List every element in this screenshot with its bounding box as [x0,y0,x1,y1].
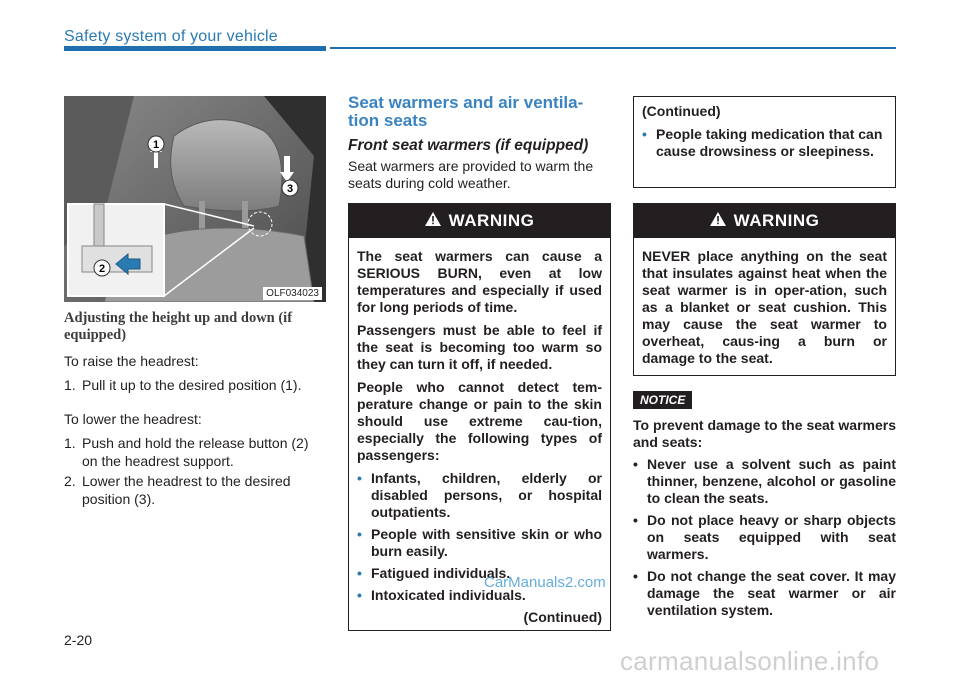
marker-1: 1 [152,139,160,151]
headrest-illustration [64,96,326,302]
warning-box [633,203,896,376]
lower-intro: To lower the headrest: [64,411,202,427]
bullet-dot-icon: • [642,126,647,142]
warning-header [634,204,895,238]
header-rule [330,47,896,49]
warning-paragraph: People who cannot detect tem-perature change or pain to the skin should use extreme cau-tion, especially the following types of passengers: [357,379,602,463]
watermark: CarManuals2.com [484,574,606,591]
warning-body [634,238,895,367]
header-title: Safety system of your vehicle [64,28,278,45]
watermark: carmanualsonline.info [620,646,880,676]
bullet-dot-icon: • [633,512,638,528]
warning-paragraph: The seat warmers can cause a SERIOUS BURN, even at low temperatures and especially if used for long periods of time. [357,248,602,315]
warning-paragraph: NEVER place anything on the seat that insulates against heat when the seat warmer is in oper-ation, such as a blanket or seat cushion. This may cause the seat warmer to overheat, caus-ing a burn or damage to the seat. [642,248,887,366]
bullet-text: Do not change the seat cover. It may damage the seat warmer or air ventilation system. [647,568,896,618]
list-item [642,126,887,160]
section-title: Seat warmers and air ventila-tion seats [348,93,584,130]
continued-label: (Continued) [642,103,721,119]
intro-text: Seat warmers are provided to warm the seats during cold weather. [348,158,594,191]
step-text: Push and hold the release button (2) on the headrest support. [82,435,309,469]
step-text: Pull it up to the desired position (1). [82,377,302,393]
bullet-dot-icon: • [357,587,362,603]
page-number: 2-20 [64,632,93,648]
list-item [64,434,326,470]
bullet-text: Never use a solvent such as paint thinner, benzene, alcohol or gasoline to clean the seats. [647,456,896,506]
warning-paragraph: Passengers must be able to feel if the seat is becoming too warm so they can turn it off, if needed. [357,322,602,372]
step-number: 2. [64,473,76,489]
continued-box [633,96,896,188]
marker-3: 3 [286,183,294,195]
notice-badge: NOTICE [633,391,692,409]
step-text: Lower the headrest to the desired position (3). [82,473,291,507]
notice-intro: To prevent damage to the seat warmers and seats: [633,417,896,450]
bullet-dot-icon: • [633,456,638,472]
bullet-dot-icon: • [633,568,638,584]
list-item [633,456,896,507]
warning-header [349,204,610,238]
photo-code: OLF034023 [263,287,322,300]
list-item [357,526,602,560]
notice-section [633,417,896,624]
step-number: 1. [64,435,76,451]
warning-triangle-icon [425,211,441,231]
bullet-text: People taking medication that can cause drowsiness or sleepiness. [656,126,883,159]
warning-box [348,203,611,631]
warning-body [349,238,610,626]
headrest-section [64,306,326,510]
bullet-dot-icon: • [357,565,362,581]
list-item [357,470,602,521]
bullet-text: People with sensitive skin or who burn easily. [371,526,602,559]
list-item [64,472,326,508]
bullet-dot-icon: • [357,470,362,486]
list-item [633,568,896,619]
warning-triangle-icon [710,211,726,231]
headrest-photo [64,96,326,302]
raise-intro: To raise the headrest: [64,353,199,369]
photo-caption: Adjusting the height up and down (if equipped) [64,310,293,343]
list-item [633,512,896,563]
warning-label: WARNING [448,211,535,230]
bullet-text: Intoxicated individuals. [371,587,526,603]
subsection-title: Front seat warmers (if equipped) [348,137,589,154]
bullet-dot-icon: • [357,526,362,542]
continued-label: (Continued) [523,609,602,625]
bullet-text: Fatigued individuals. [371,565,511,581]
list-item [64,376,326,394]
bullet-text: Do not place heavy or sharp objects on seats equipped with seat warmers. [647,512,896,562]
marker-2: 2 [98,263,106,275]
bullet-text: Infants, children, elderly or disabled persons, or hospital outpatients. [371,470,602,520]
header-bar-accent [64,46,326,51]
warning-label: WARNING [733,211,820,230]
step-number: 1. [64,377,76,393]
